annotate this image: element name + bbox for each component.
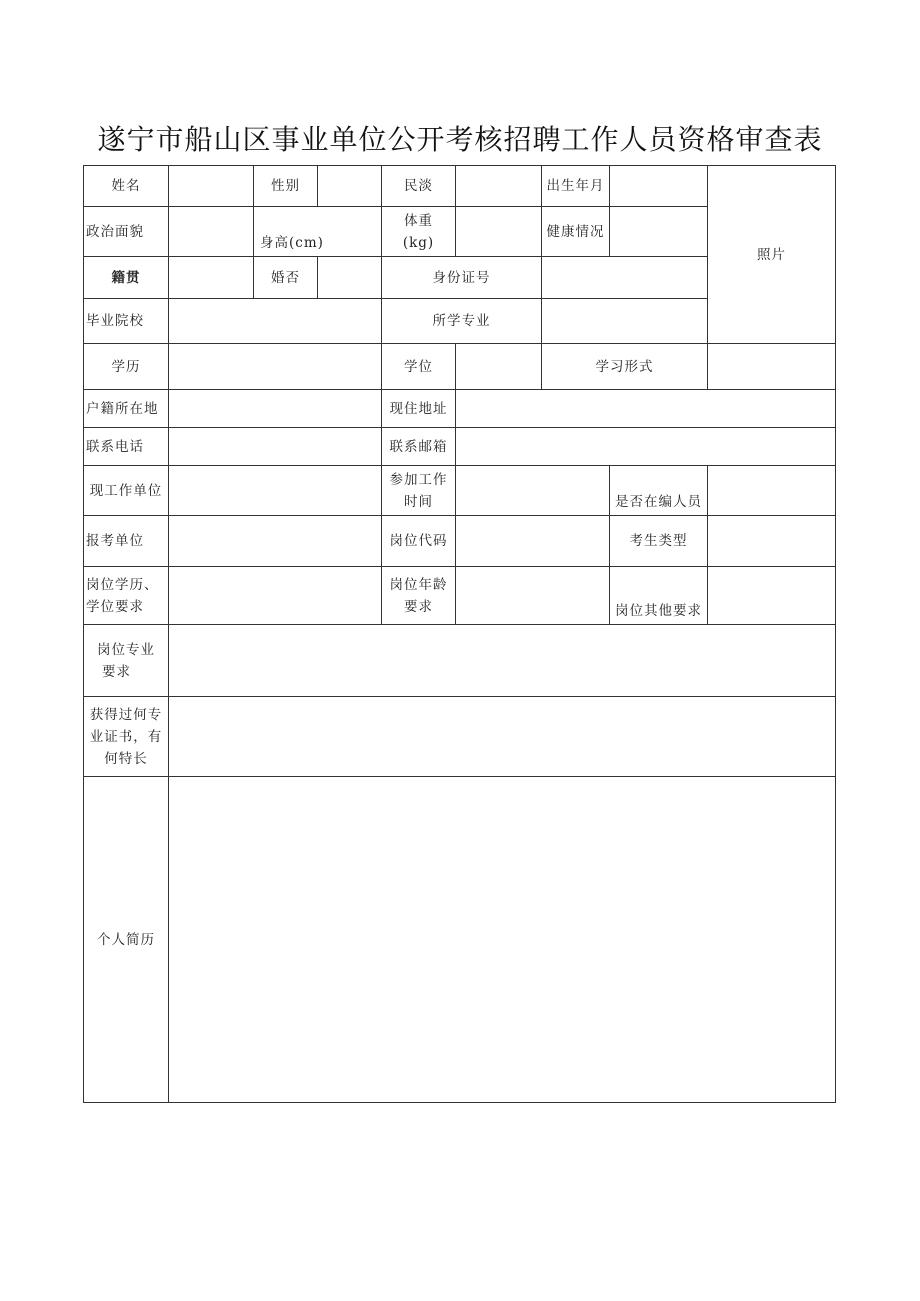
- ethnicity-label: 民淡: [382, 166, 456, 207]
- work-start-label: [382, 466, 456, 516]
- post-edu-label-line1: 岗位学历、: [86, 576, 159, 593]
- on-staff-label: 是否在编人员: [610, 466, 708, 516]
- work-start-label-line2: 时间: [404, 493, 433, 510]
- on-staff-field[interactable]: [708, 466, 836, 516]
- native-place-field[interactable]: [169, 257, 254, 299]
- birth-field[interactable]: [610, 166, 708, 207]
- post-edu-label: [84, 567, 169, 625]
- cert-field[interactable]: [169, 697, 836, 777]
- resume-label: 个人简历: [84, 777, 169, 1103]
- applied-unit-label: 报考单位: [84, 516, 169, 567]
- post-code-field[interactable]: [456, 516, 610, 567]
- phone-label: 联系电话: [84, 428, 169, 466]
- degree-field[interactable]: [456, 344, 542, 390]
- address-field[interactable]: [456, 390, 836, 428]
- address-label: 现住地址: [382, 390, 456, 428]
- cert-label: [84, 697, 169, 777]
- candidate-type-label: 考生类型: [610, 516, 708, 567]
- height-label: 身高(cm): [260, 235, 324, 251]
- post-edu-label-line2: 学位要求: [86, 598, 144, 615]
- ethnicity-field[interactable]: [456, 166, 542, 207]
- post-major-field[interactable]: [169, 625, 836, 697]
- gender-label: 性别: [254, 166, 318, 207]
- post-age-label-line1: 岗位年龄: [389, 576, 448, 593]
- applied-unit-field[interactable]: [169, 516, 382, 567]
- post-major-label: [84, 625, 169, 697]
- email-label: 联系邮箱: [382, 428, 456, 466]
- marital-label: 婚否: [254, 257, 318, 299]
- name-label: 姓名: [84, 166, 169, 207]
- work-start-field[interactable]: [456, 466, 610, 516]
- photo-cell[interactable]: [708, 166, 836, 344]
- school-label: 毕业院校: [84, 299, 169, 344]
- post-age-label-line2: 要求: [404, 598, 433, 615]
- qualification-review-form: [83, 165, 836, 1103]
- employer-label: 现工作单位: [84, 466, 169, 516]
- email-field[interactable]: [456, 428, 836, 466]
- post-other-label: 岗位其他要求: [610, 567, 708, 625]
- education-label: 学历: [84, 344, 169, 390]
- post-other-field[interactable]: [708, 567, 836, 625]
- household-label: 户籍所在地: [84, 390, 169, 428]
- cert-label-line1: 获得过何专: [89, 706, 163, 723]
- major-label: 所学专业: [382, 299, 542, 344]
- health-label: 健康情况: [542, 207, 610, 257]
- candidate-type-field[interactable]: [708, 516, 836, 567]
- political-field[interactable]: [169, 207, 254, 257]
- phone-field[interactable]: [169, 428, 382, 466]
- resume-field[interactable]: [169, 777, 836, 1103]
- study-form-label: 学习形式: [542, 344, 708, 390]
- id-number-label: 身份证号: [382, 257, 542, 299]
- gender-field[interactable]: [318, 166, 382, 207]
- native-place-label: 籍贯: [84, 257, 169, 299]
- photo-label: 照片: [757, 246, 786, 263]
- marital-field[interactable]: [318, 257, 382, 299]
- study-form-field[interactable]: [708, 344, 836, 390]
- page-title: 遂宁市船山区事业单位公开考核招聘工作人员资格审查表: [97, 123, 823, 156]
- name-field[interactable]: [169, 166, 254, 207]
- school-field[interactable]: [169, 299, 382, 344]
- weight-label-line2: (kg): [402, 234, 435, 251]
- cert-label-line2: 业证书，有: [89, 728, 163, 745]
- degree-label: 学位: [382, 344, 456, 390]
- id-number-field[interactable]: [542, 257, 708, 299]
- birth-label: 出生年月: [542, 166, 610, 207]
- work-start-label-line1: 参加工作: [389, 471, 448, 488]
- household-field[interactable]: [169, 390, 382, 428]
- major-field[interactable]: [542, 299, 708, 344]
- weight-field[interactable]: [456, 207, 542, 257]
- post-major-label-line2: 要求: [102, 663, 131, 680]
- post-code-label: 岗位代码: [382, 516, 456, 567]
- health-field[interactable]: [610, 207, 708, 257]
- height-cell[interactable]: [254, 207, 382, 257]
- post-age-field[interactable]: [456, 567, 610, 625]
- post-age-label: [382, 567, 456, 625]
- education-field[interactable]: [169, 344, 382, 390]
- weight-label: [382, 207, 456, 257]
- post-edu-field[interactable]: [169, 567, 382, 625]
- employer-field[interactable]: [169, 466, 382, 516]
- cert-label-line3: 何特长: [104, 750, 148, 767]
- weight-label-line1: 体重: [404, 212, 433, 229]
- post-major-label-line1: 岗位专业: [97, 641, 155, 658]
- political-label: 政治面貌: [84, 207, 169, 257]
